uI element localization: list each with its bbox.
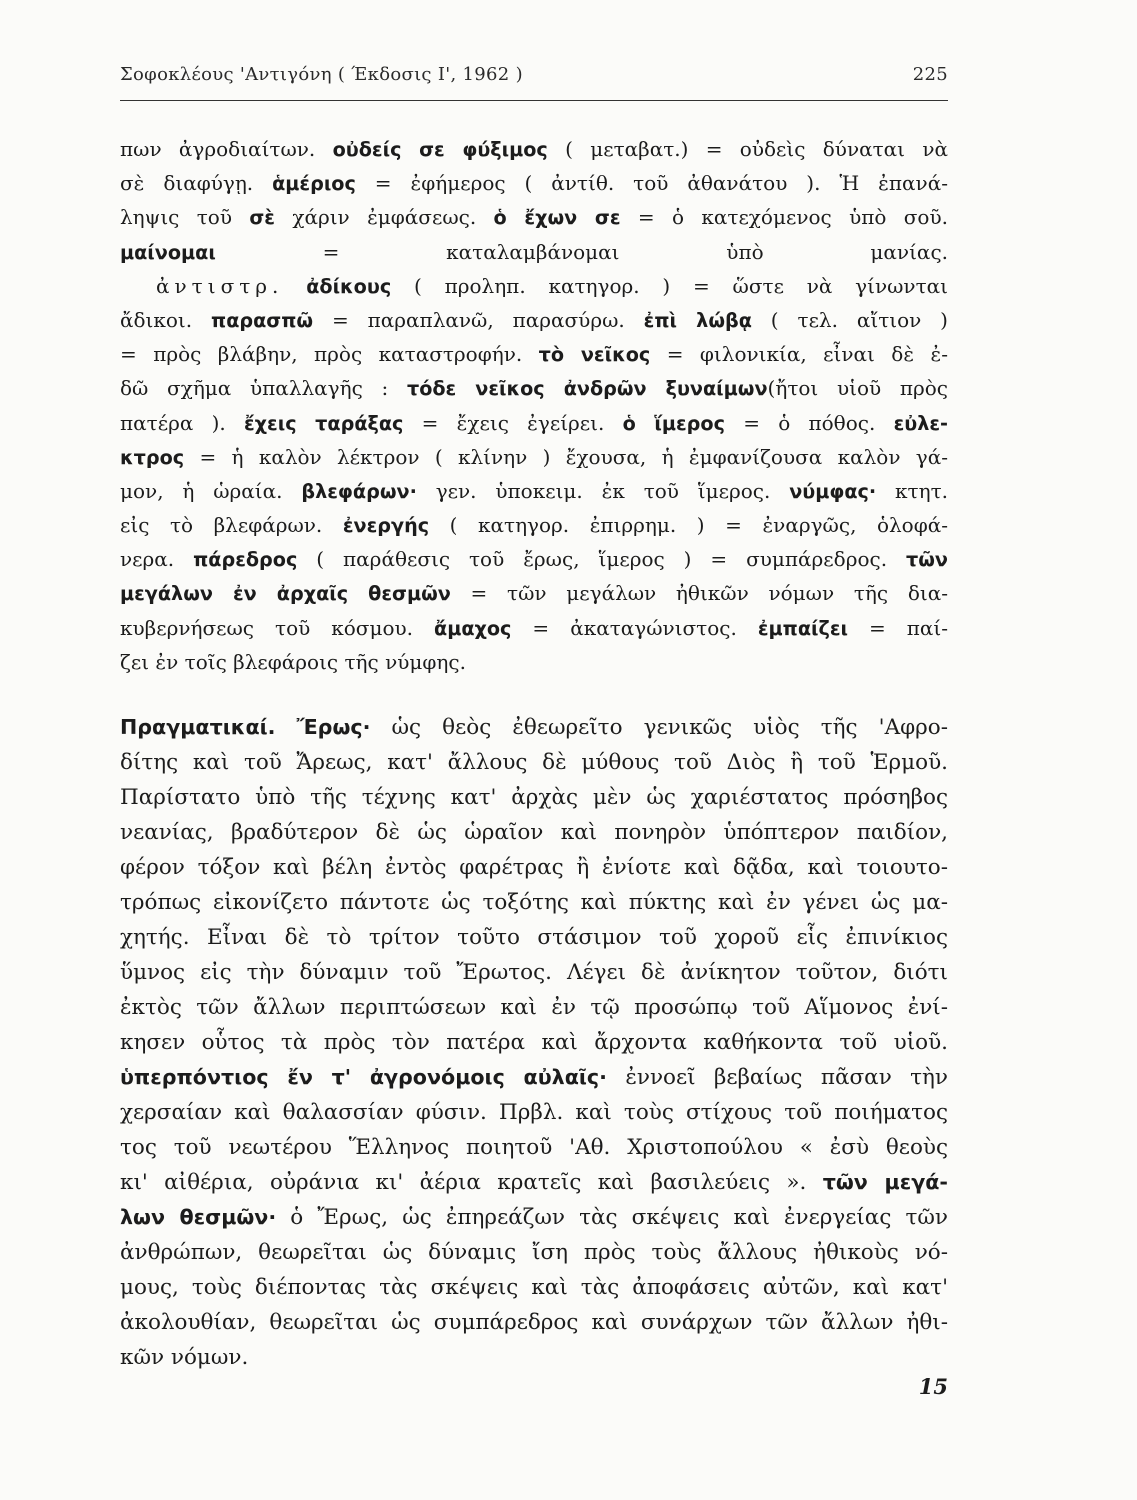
text-line [120, 576, 948, 610]
lemma: νύμφας· [789, 479, 877, 503]
lemma: ἁμέριος [272, 172, 356, 196]
text-line [120, 1200, 948, 1235]
gloss-text: κησεν οὗτος τὰ πρὸς τὸν πατέρα καὶ ἄρχοντα καθήκοντα τοῦ υἱοῦ. [120, 1030, 948, 1055]
text-line [120, 885, 948, 920]
text-line [120, 1305, 948, 1340]
lemma: εὐλε- [893, 411, 949, 435]
gloss-text: ( παράθεσις τοῦ ἔρως, ἵμερος ) = συμπάρεδρος. [297, 547, 907, 572]
gloss-text: ὡς θεὸς ἐθεωρεῖτο γενικῶς υἱὸς τῆς 'Αφρο- [370, 715, 948, 740]
text-line [120, 920, 948, 955]
text-line [120, 406, 948, 440]
lemma: κτρος [120, 445, 185, 469]
gloss-text: χητής. Εἶναι δὲ τὸ τρίτον τοῦτο στάσιμον τοῦ χοροῦ εἷς ἐπινίκιος [120, 925, 948, 950]
lemma: Πραγματικαί. [120, 715, 276, 739]
gloss-text: κυβερνήσεως τοῦ κόσμου. [120, 615, 435, 640]
running-header [120, 64, 948, 85]
gloss-text: ἀκολουθίαν, θεωρεῖται ὡς συμπάρεδρος καὶ συνάρχων τῶν ἄλλων ἠθι- [120, 1310, 948, 1335]
lemma: τῶν [906, 548, 949, 572]
gloss-text: μον, ἡ ὡραία. [120, 478, 302, 503]
gloss-text: σὲ διαφύγῃ. [120, 171, 273, 196]
lemma: λων θεσμῶν· [120, 1205, 277, 1229]
gloss-text [283, 274, 306, 298]
gloss-text: νεανίας, βραδύτερον δὲ ὡς ὡραῖον καὶ πονηρὸν ὑπόπτερον παιδίον, [120, 820, 948, 845]
gloss-text: = τῶν μεγάλων ἠθικῶν νόμων τῆς δια- [450, 581, 948, 606]
gloss-text: κι' αἰθέρια, οὐράνια κι' ἀέρια κρατεῖς καὶ βασιλεύεις ». [120, 1170, 823, 1195]
gloss-text: μους, τοὺς διέποντας τὰς σκέψεις καὶ τὰς ἀποφάσεις αὐτῶν, καὶ κατ' [120, 1275, 948, 1300]
gloss-text: = ἔχεις ἐγείρει. [403, 410, 623, 435]
gloss-text: ἀντιστρ. [156, 273, 284, 298]
text-line [120, 235, 948, 269]
gloss-text: = πρὸς βλάβην, πρὸς καταστροφήν. [120, 342, 539, 367]
gloss-text: κῶν νόμων. [120, 1345, 249, 1370]
text-line [120, 850, 948, 885]
text-line [120, 269, 948, 303]
text-line [120, 1060, 948, 1095]
text-line [120, 303, 948, 337]
lemma: τόδε νεῖκος ἀνδρῶν ξυναίμων [406, 377, 768, 401]
gloss-text: δῶ σχῆμα ὑπαλλαγῆς : [120, 376, 407, 401]
lemma: τὸ νεῖκος [538, 343, 651, 367]
gloss-text: ( τελ. αἴτιον ) [751, 307, 948, 332]
gloss-text: τρόπως εἰκονίζετο πάντοτε ὡς τοξότης καὶ πύκτης καὶ ἐν γένει ὡς μα- [120, 890, 948, 915]
lemma: ἀδίκους [306, 274, 392, 298]
gloss-text: = φιλονικία, εἶναι δὲ ἐ- [650, 342, 948, 367]
substantive-notes [120, 710, 948, 1375]
text-line [120, 474, 948, 508]
text-line [120, 990, 948, 1025]
text-line [120, 166, 948, 200]
text-line [120, 542, 948, 576]
gloss-text: ὕμνος εἰς τὴν δύναμιν τοῦ Ἔρωτος. Λέγει δὲ ἀνίκητον τοῦτον, διότι [120, 960, 948, 985]
gloss-text: ἐκτὸς τῶν ἄλλων περιπτώσεων καὶ ἐν τῷ προσώπῳ τοῦ Αἵμονος ἐνί- [120, 995, 948, 1020]
text-line [120, 132, 948, 166]
gloss-text: Παρίστατο ὑπὸ τῆς τέχνης κατ' ἀρχὰς μὲν ὡς χαριέστατος πρόσηβος [120, 785, 948, 810]
gloss-text: φέρον τόξον καὶ βέλη ἐντὸς φαρέτρας ἢ ἐνίοτε καὶ δᾷδα, καὶ τοιουτο- [120, 855, 948, 880]
lemma: πάρεδρος [193, 548, 298, 572]
page-number: 225 [912, 64, 948, 85]
lemma: ὁ ἵμερος [622, 411, 725, 435]
gloss-text: ( προληπ. κατηγορ. ) = ὥστε νὰ γίνωνται [391, 273, 949, 298]
gloss-text: ( κατηγορ. ἐπιρρημ. ) = ἐναργῶς, ὁλοφά- [429, 513, 948, 538]
gloss-text: = ὁ κατεχόμενος ὑπὸ σοῦ. [620, 205, 948, 230]
gloss-text: εἰς τὸ βλεφάρων. [120, 513, 343, 538]
gloss-text: ἄδικοι. [120, 307, 212, 332]
gloss-text: ( μεταβατ.) = οὐδεὶς δύναται νὰ [547, 137, 948, 161]
text-line [120, 815, 948, 850]
lemma: ἐπὶ λώβᾳ [643, 308, 752, 332]
lemma: παρασπῶ [211, 308, 314, 332]
text-line [120, 508, 948, 542]
gloss-text: γεν. ὑποκειμ. ἐκ τοῦ ἵμερος. [416, 478, 790, 503]
gloss-text: = ἀκαταγώνιστος. [511, 615, 758, 640]
text-line [120, 645, 948, 679]
lemma: τῶν μεγά- [822, 1170, 948, 1194]
text-line [120, 1165, 948, 1200]
lemma: ἔχεις ταράξας [244, 411, 404, 435]
text-line [120, 1025, 948, 1060]
running-title: Σοφοκλέους 'Αντιγόνη ( Έκδοσις Ι', 1962 ) [120, 64, 523, 85]
text-line [120, 371, 948, 405]
lemma: μαίνομαι [120, 240, 216, 264]
folio-mark: 15 [918, 1374, 948, 1399]
text-line [120, 200, 948, 234]
lemma: ὑπερπόντιος ἔν τ' ἀγρονόμοις αὐλαῖς· [120, 1065, 607, 1089]
lemma: ἐνεργής [342, 514, 430, 538]
lemma: οὐδείς σε φύξιμος [332, 138, 548, 161]
gloss-text: ζει ἐν τοῖς βλεφάροις τῆς νύμφης. [120, 649, 466, 674]
text-line [120, 1270, 948, 1305]
lexical-notes [120, 132, 948, 679]
gloss-text: (ἤτοι υἱοῦ πρὸς [767, 376, 949, 401]
text-line [120, 955, 948, 990]
gloss-text: κτητ. [876, 478, 949, 503]
gloss-text: = ὁ πόθος. [724, 410, 894, 435]
text-line [120, 745, 948, 780]
text-line [120, 1235, 948, 1270]
gloss-text: = ἡ καλὸν λέκτρον ( κλίνην ) ἔχουσα, ἡ ἐμφανίζουσα καλὸν γά- [184, 444, 948, 469]
text-line [120, 440, 948, 474]
gloss-text: ληψις τοῦ [120, 205, 250, 230]
gloss-text: χερσαίαν καὶ θαλασσίαν φύσιν. Πρβλ. καὶ τοὺς στίχους τοῦ ποιήματος [120, 1100, 948, 1125]
gloss-text [275, 715, 296, 740]
gloss-text: = παραπλανῶ, παρασύρω. [313, 307, 644, 332]
lemma: σὲ [249, 206, 275, 230]
lemma: μεγάλων ἐν ἀρχαῖς θεσμῶν [120, 582, 451, 606]
lemma: βλεφάρων· [301, 479, 417, 503]
lemma: Ἔρως· [296, 715, 371, 739]
text-line [120, 1340, 948, 1375]
text-line [120, 1130, 948, 1165]
text-line [120, 710, 948, 745]
text-line [120, 337, 948, 371]
lemma: ἄμαχος [434, 616, 512, 640]
lemma: ὁ ἔχων σε [493, 206, 621, 230]
gloss-text: πατέρα ). [120, 410, 244, 435]
header-rule [120, 100, 948, 101]
gloss-text: πων ἀγροδιαίτων. [120, 137, 333, 161]
text-line [120, 1095, 948, 1130]
gloss-text: τος τοῦ νεωτέρου Ἕλληνος ποιητοῦ 'Αθ. Χριστοπούλου « ἐσὺ θεοὺς [120, 1135, 948, 1160]
gloss-text: = ἐφήμερος ( ἀντίθ. τοῦ ἀθανάτου ). Ἡ ἐπανά- [355, 171, 948, 196]
text-line [120, 780, 948, 815]
gloss-text: ὁ Ἔρως, ὡς ἐπηρεάζων τὰς σκέψεις καὶ ἐνεργείας τῶν [276, 1205, 948, 1230]
text-line [120, 611, 948, 645]
lemma: ἐμπαίζει [757, 616, 848, 640]
gloss-text: δίτης καὶ τοῦ Ἄρεως, κατ' ἄλλους δὲ μύθους τοῦ Διὸς ἢ τοῦ Ἑρμοῦ. [120, 750, 948, 775]
gloss-text: ἐννοεῖ βεβαίως πᾶσαν τὴν [606, 1065, 948, 1090]
gloss-text: = καταλαμβάνομαι ὑπὸ μανίας. [215, 239, 948, 264]
gloss-text: = παί- [847, 615, 948, 640]
gloss-text: χάριν ἐμφάσεως. [274, 205, 494, 230]
gloss-text: ἀνθρώπων, θεωρεῖται ὡς δύναμις ἴση πρὸς τοὺς ἄλλους ἠθικοὺς νό- [120, 1240, 948, 1265]
gloss-text: νερα. [120, 547, 194, 572]
